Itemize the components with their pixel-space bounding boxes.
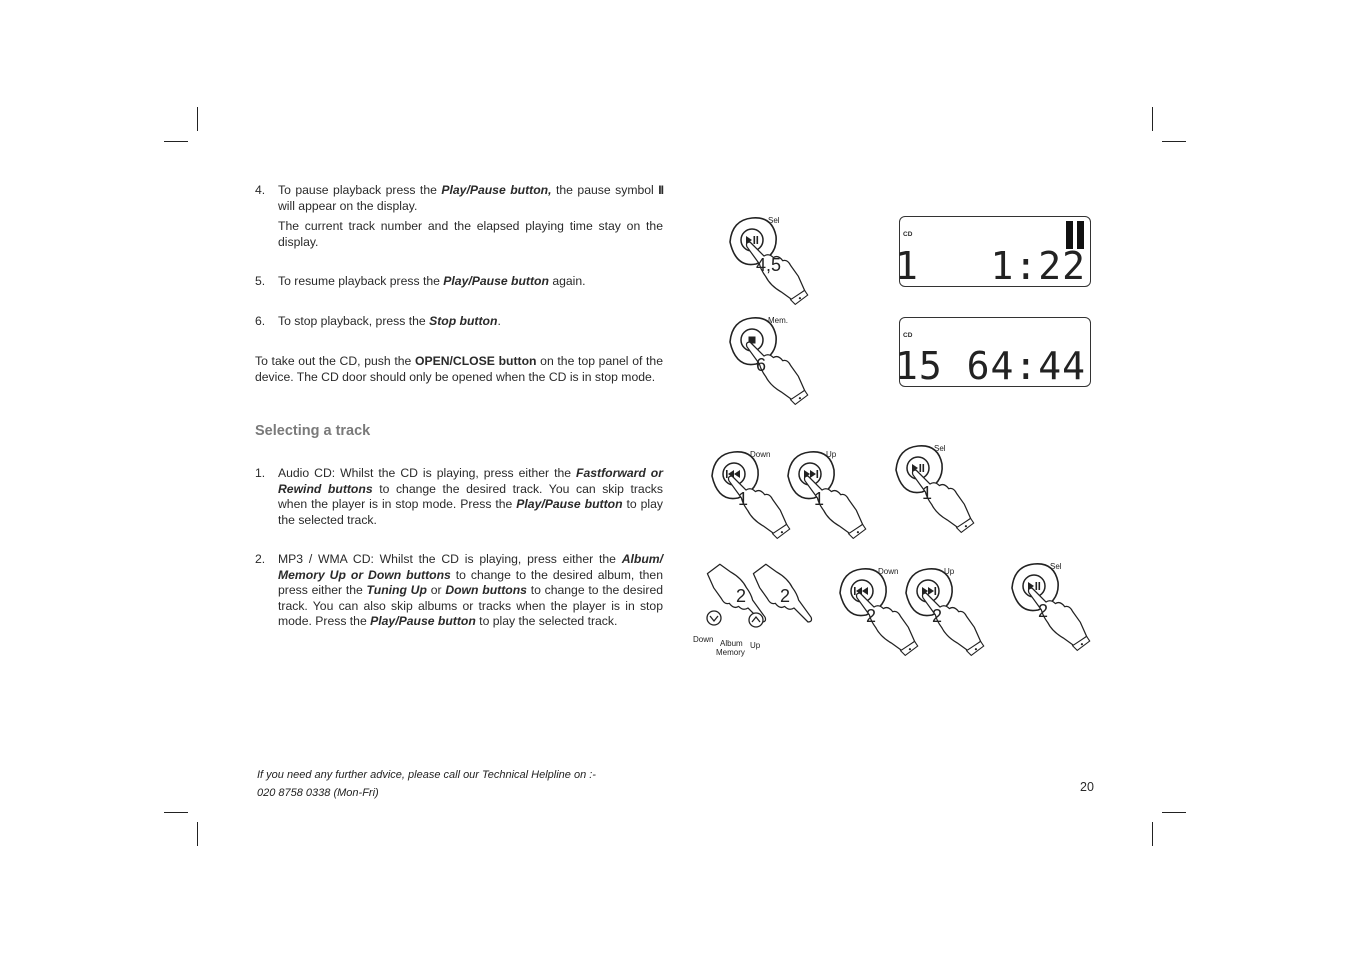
text-run: will appear on the display. [278, 198, 418, 213]
emphasis-button-name: Play/Pause button [443, 274, 549, 288]
pause-symbol-icon: II [658, 183, 663, 197]
album-down-icon [707, 611, 721, 625]
cd-indicator: CD [903, 231, 913, 238]
stop-button-illustration [722, 312, 822, 412]
button-label: Sel [768, 216, 780, 225]
play-pause-button-illustration [888, 440, 988, 540]
text-run: The current track number and the elapsed playing time stay on the display. [278, 219, 663, 249]
step-paragraph [278, 274, 663, 290]
step-paragraph [278, 183, 663, 214]
step-callout: 1 [922, 483, 933, 503]
lcd-digits: 15 64:44 [894, 344, 1086, 388]
emphasis-button-name: Album/ Memory Up or Down buttons [278, 552, 663, 582]
emphasis-button-name: Tuning Up [366, 583, 427, 597]
step-body [278, 274, 663, 290]
step-callout: 2 [932, 606, 943, 626]
step-item [255, 552, 663, 630]
text-run: or [426, 583, 446, 597]
text-run: To resume playback press the [278, 274, 444, 288]
play-pause-button-illustration [722, 212, 822, 312]
crop-mark [1162, 812, 1186, 813]
emphasis-button-name: Play/Pause button [370, 614, 476, 628]
step-item [255, 183, 663, 250]
crop-mark [1152, 107, 1153, 131]
button-label: Up [826, 450, 837, 459]
button-label: Down [878, 567, 899, 576]
crop-mark [1152, 822, 1153, 846]
emphasis-button-name: OPEN/CLOSE button [414, 354, 537, 368]
fastforward-button-illustration [898, 563, 998, 663]
section-heading: Selecting a track [255, 423, 371, 439]
emphasis-button-name: Stop button [429, 314, 498, 328]
crop-mark [1162, 141, 1186, 142]
step-item [255, 274, 663, 290]
step-number: 2. [255, 552, 266, 566]
step-callout: 2 [736, 586, 747, 606]
step-callout: 6 [756, 355, 767, 375]
album-up-icon [749, 613, 763, 627]
step-paragraph [278, 552, 663, 630]
button-label: Down [750, 450, 771, 459]
step-body [278, 183, 663, 250]
text-run: To pause playback press the [278, 183, 442, 197]
text-run: . [497, 314, 501, 328]
text-run: on the top panel of the device. The CD door should only be opened when the CD is in stop mode. [255, 354, 663, 384]
page-number: 20 [1080, 780, 1094, 794]
text-run: MP3 / WMA CD: Whilst the CD is playing, press either the [278, 552, 622, 566]
step-item [255, 314, 663, 330]
text-run: Audio CD: Whilst the CD is playing, press either the [278, 466, 577, 480]
helpline-text: If you need any further advice, please call our Technical Helpline on :- [257, 769, 596, 781]
step-callout: 2 [780, 586, 791, 606]
button-label: Up [750, 641, 761, 650]
step-body [278, 466, 663, 528]
text-run: To take out the CD, push the [255, 354, 415, 368]
lcd-digits: 1 1:22 [894, 244, 1086, 288]
step-callout: 1 [814, 489, 825, 509]
text-run: to change the desired track. You can skip tracks when the player is in stop mode. Press the [278, 481, 663, 511]
album-memory-buttons-illustration [690, 560, 820, 660]
step-paragraph [278, 314, 663, 330]
lcd-display-stop [894, 317, 1091, 388]
text-run: to change to the desired album, then press either the [278, 567, 663, 597]
text-run: again. [548, 274, 586, 288]
step-callout: 4,5 [756, 255, 782, 275]
step-paragraph [278, 219, 663, 250]
text-run: to play the selected track. [278, 497, 663, 527]
play-pause-button-illustration [1004, 558, 1104, 658]
crop-mark [197, 107, 198, 131]
open-close-paragraph [255, 354, 663, 385]
step-body [278, 552, 663, 630]
step-item [255, 466, 663, 528]
button-label: Mem. [768, 316, 788, 325]
step-number: 5. [255, 274, 266, 288]
button-label: Sel [1050, 562, 1062, 571]
text-run: to change to the desired track. You can also skip albums or tracks when the player is in stop mode. Press the [278, 583, 663, 628]
step-number: 4. [255, 183, 266, 197]
step-number: 1. [255, 466, 266, 480]
step-number: 6. [255, 314, 266, 328]
emphasis-button-name: Fastforward or Rewind buttons [278, 466, 663, 496]
step-callout: 2 [866, 606, 877, 626]
button-label: Sel [934, 444, 946, 453]
emphasis-button-name: Play/Pause button, [441, 183, 552, 197]
step-paragraph [278, 466, 663, 528]
button-label: Up [944, 567, 955, 576]
fastforward-button-illustration [780, 446, 880, 546]
cd-indicator: CD [903, 332, 913, 339]
text-run: to play the selected track. [475, 614, 618, 628]
crop-mark [164, 812, 188, 813]
emphasis-button-name: Down buttons [445, 583, 527, 597]
step-callout: 2 [1038, 601, 1049, 621]
step-callout: 1 [738, 489, 749, 509]
button-label: Memory [716, 648, 745, 657]
step-body [278, 314, 663, 330]
emphasis-button-name: Play/Pause button [516, 497, 623, 511]
text-run: the pause symbol [551, 183, 659, 197]
lcd-display-paused [894, 216, 1091, 288]
helpline-phone: 020 8758 0338 (Mon-Fri) [257, 787, 379, 799]
button-label: Album [720, 639, 743, 648]
crop-mark [164, 141, 188, 142]
crop-mark [197, 822, 198, 846]
text-run: To stop playback, press the [278, 314, 430, 328]
button-label: Down [693, 635, 714, 644]
